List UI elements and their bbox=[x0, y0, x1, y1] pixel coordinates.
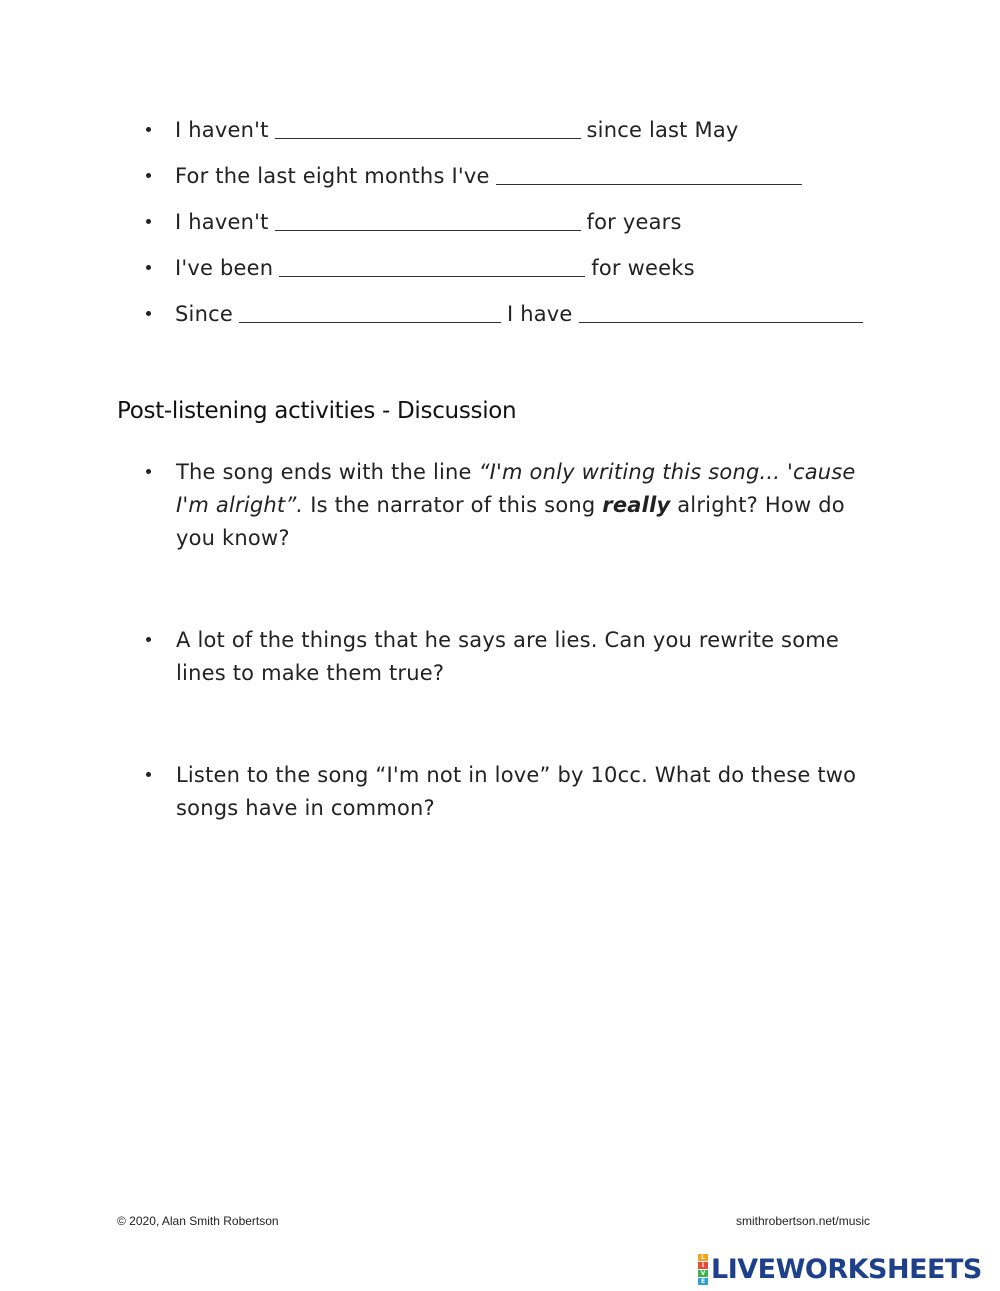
bullet-icon bbox=[146, 772, 151, 777]
fill-in-suffix: for weeks bbox=[591, 256, 695, 280]
website-link[interactable]: smithrobertson.net/music bbox=[736, 1214, 871, 1228]
copyright-notice: © 2020, Alan Smith Robertson bbox=[117, 1214, 279, 1228]
fill-in-prefix: For the last eight months I've bbox=[175, 164, 490, 188]
answer-blank[interactable] bbox=[275, 120, 581, 139]
fill-in-middle: I have bbox=[506, 302, 573, 326]
question-lead: The song ends with the line bbox=[176, 460, 479, 484]
fill-in-suffix: for years bbox=[586, 210, 682, 234]
fill-in-item-4 bbox=[146, 256, 695, 286]
answer-blank[interactable] bbox=[275, 212, 581, 231]
song-quote: “I'm only writing this song... 'cause I'm alright”. bbox=[176, 460, 856, 517]
bullet-icon bbox=[146, 127, 151, 132]
fill-in-item-5 bbox=[146, 302, 869, 332]
logo-block: I bbox=[698, 1262, 708, 1269]
fill-in-prefix: Since bbox=[175, 302, 233, 326]
bullet-icon bbox=[146, 311, 151, 316]
question-tail: alright? How do you know? bbox=[176, 493, 845, 550]
answer-blank[interactable] bbox=[239, 304, 501, 323]
liveworksheets-logo[interactable] bbox=[698, 1254, 982, 1284]
answer-blank[interactable] bbox=[496, 166, 802, 185]
fill-in-item-2 bbox=[146, 164, 808, 194]
discussion-question-2 bbox=[146, 624, 886, 690]
bullet-icon bbox=[146, 469, 151, 474]
answer-blank[interactable] bbox=[279, 258, 585, 277]
logo-block: L bbox=[698, 1254, 708, 1261]
answer-blank[interactable] bbox=[579, 304, 863, 323]
logo-block: E bbox=[698, 1278, 708, 1285]
logo-block: V bbox=[698, 1270, 708, 1277]
question-text bbox=[176, 456, 886, 555]
brand-name: LIVEWORKSHEETS bbox=[711, 1253, 982, 1285]
logo-blocks-icon bbox=[698, 1254, 708, 1285]
discussion-question-1 bbox=[146, 456, 886, 555]
discussion-question-3 bbox=[146, 759, 886, 825]
fill-in-prefix: I've been bbox=[175, 256, 274, 280]
fill-in-item-1 bbox=[146, 118, 739, 148]
question-text: A lot of the things that he says are lies. Can you rewrite some lines to make them true? bbox=[176, 628, 840, 685]
bullet-icon bbox=[146, 637, 151, 642]
fill-in-prefix: I haven't bbox=[175, 210, 269, 234]
emphasis-word: really bbox=[602, 493, 671, 517]
bullet-icon bbox=[146, 173, 151, 178]
bullet-icon bbox=[146, 219, 151, 224]
question-mid: Is the narrator of this song bbox=[303, 493, 603, 517]
fill-in-suffix: since last May bbox=[586, 118, 739, 142]
fill-in-item-3 bbox=[146, 210, 682, 240]
question-text: Listen to the song “I'm not in love” by 10cc. What do these two songs have in common? bbox=[176, 763, 857, 820]
section-title: Post-listening activities - Discussion bbox=[117, 398, 517, 424]
bullet-icon bbox=[146, 265, 151, 270]
fill-in-prefix: I haven't bbox=[175, 118, 269, 142]
